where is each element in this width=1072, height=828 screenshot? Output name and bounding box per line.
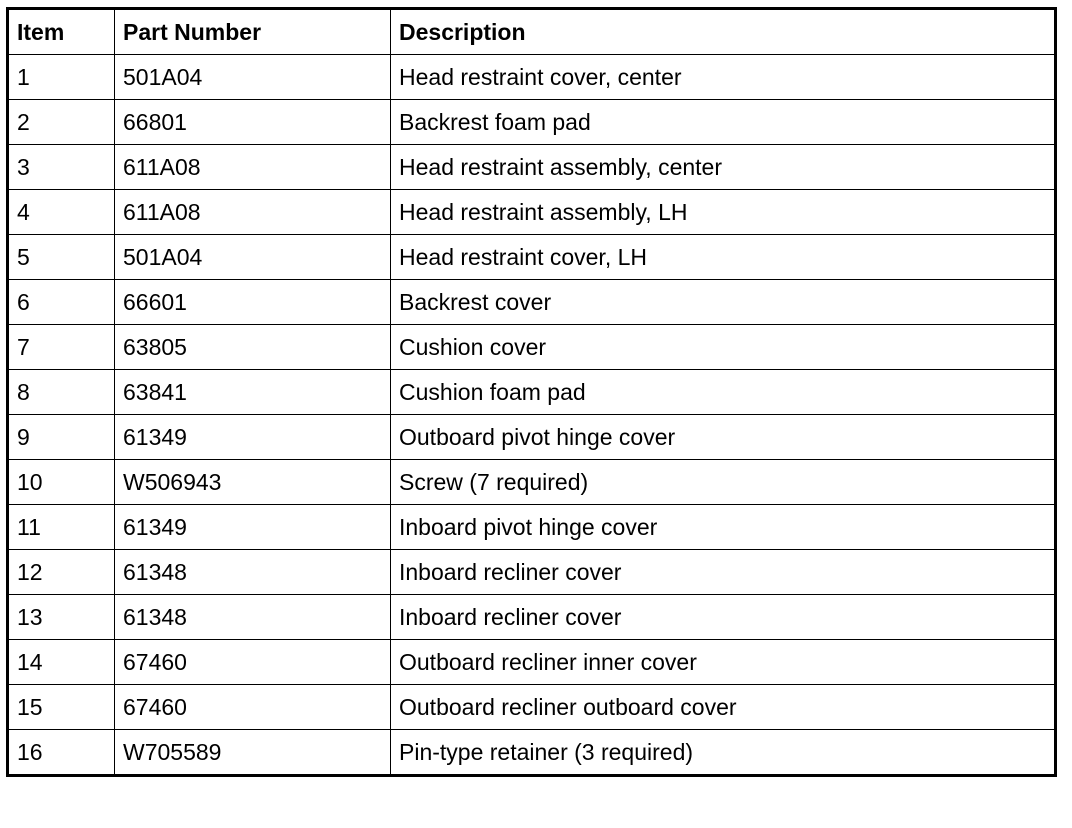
column-header-item: Item <box>8 9 115 55</box>
item-cell: 13 <box>8 595 115 640</box>
part-number-cell: 66801 <box>115 100 391 145</box>
table-row <box>8 145 1056 190</box>
description-cell: Outboard pivot hinge cover <box>391 415 1056 460</box>
part-number-cell: 66601 <box>115 280 391 325</box>
part-number-cell: 63805 <box>115 325 391 370</box>
item-cell: 11 <box>8 505 115 550</box>
description-cell: Head restraint cover, LH <box>391 235 1056 280</box>
description-cell: Head restraint assembly, LH <box>391 190 1056 235</box>
description-cell: Cushion foam pad <box>391 370 1056 415</box>
part-number-cell: 501A04 <box>115 235 391 280</box>
table-row <box>8 550 1056 595</box>
item-cell: 2 <box>8 100 115 145</box>
item-cell: 14 <box>8 640 115 685</box>
table-row <box>8 370 1056 415</box>
part-number-cell: W506943 <box>115 460 391 505</box>
description-cell: Backrest cover <box>391 280 1056 325</box>
part-number-cell: 63841 <box>115 370 391 415</box>
part-number-cell: 61349 <box>115 505 391 550</box>
part-number-cell: W705589 <box>115 730 391 776</box>
column-header-part-number: Part Number <box>115 9 391 55</box>
item-cell: 10 <box>8 460 115 505</box>
table-row <box>8 505 1056 550</box>
description-cell: Outboard recliner outboard cover <box>391 685 1056 730</box>
description-cell: Inboard pivot hinge cover <box>391 505 1056 550</box>
part-number-cell: 61348 <box>115 550 391 595</box>
item-cell: 1 <box>8 55 115 100</box>
table-row <box>8 325 1056 370</box>
table-row <box>8 235 1056 280</box>
parts-table <box>6 7 1057 777</box>
part-number-cell: 611A08 <box>115 145 391 190</box>
description-cell: Head restraint assembly, center <box>391 145 1056 190</box>
item-cell: 7 <box>8 325 115 370</box>
table-row <box>8 730 1056 776</box>
table-row <box>8 100 1056 145</box>
description-cell: Pin-type retainer (3 required) <box>391 730 1056 776</box>
item-cell: 6 <box>8 280 115 325</box>
description-cell: Outboard recliner inner cover <box>391 640 1056 685</box>
description-cell: Cushion cover <box>391 325 1056 370</box>
part-number-cell: 611A08 <box>115 190 391 235</box>
description-cell: Backrest foam pad <box>391 100 1056 145</box>
column-header-description: Description <box>391 9 1056 55</box>
item-cell: 16 <box>8 730 115 776</box>
part-number-cell: 67460 <box>115 640 391 685</box>
header-row <box>8 9 1056 55</box>
part-number-cell: 61348 <box>115 595 391 640</box>
table-row <box>8 685 1056 730</box>
part-number-cell: 67460 <box>115 685 391 730</box>
description-cell: Screw (7 required) <box>391 460 1056 505</box>
table-row <box>8 190 1056 235</box>
table-row <box>8 415 1056 460</box>
part-number-cell: 501A04 <box>115 55 391 100</box>
part-number-cell: 61349 <box>115 415 391 460</box>
item-cell: 15 <box>8 685 115 730</box>
table-row <box>8 640 1056 685</box>
item-cell: 8 <box>8 370 115 415</box>
description-cell: Head restraint cover, center <box>391 55 1056 100</box>
item-cell: 12 <box>8 550 115 595</box>
table-row <box>8 55 1056 100</box>
description-cell: Inboard recliner cover <box>391 595 1056 640</box>
item-cell: 5 <box>8 235 115 280</box>
item-cell: 4 <box>8 190 115 235</box>
table-row <box>8 460 1056 505</box>
table-body <box>8 55 1056 776</box>
description-cell: Inboard recliner cover <box>391 550 1056 595</box>
item-cell: 9 <box>8 415 115 460</box>
table-row <box>8 280 1056 325</box>
table-row <box>8 595 1056 640</box>
item-cell: 3 <box>8 145 115 190</box>
